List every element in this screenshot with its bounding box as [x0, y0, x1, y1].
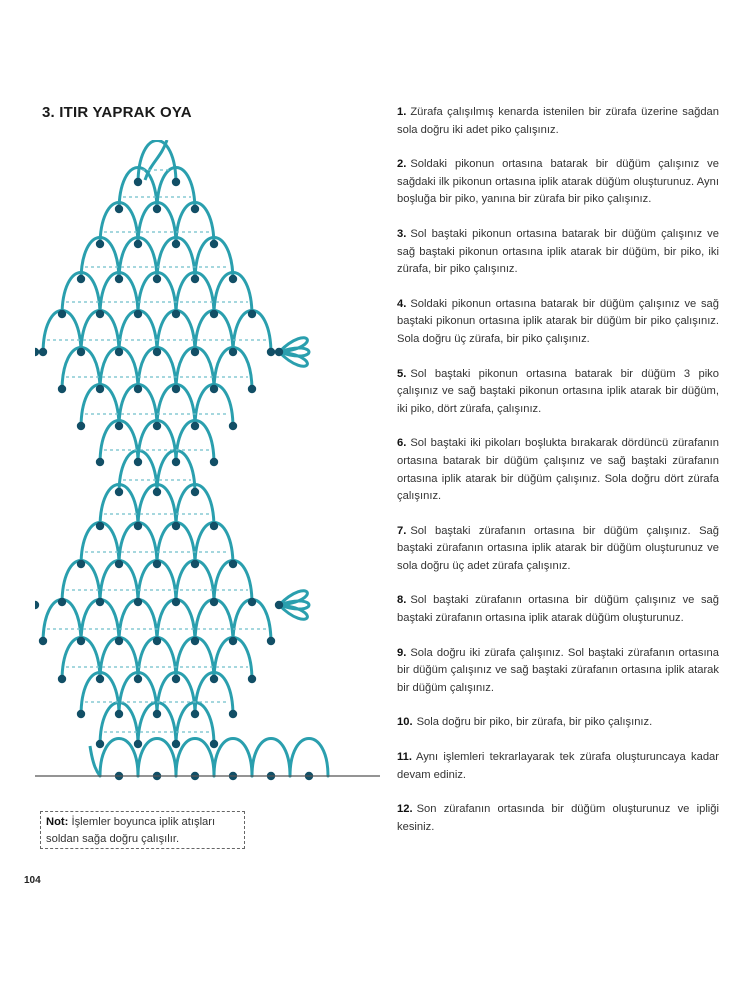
note-box — [40, 811, 245, 849]
knot-dot — [210, 740, 218, 748]
knot-dot — [191, 488, 199, 496]
step-number: 2. — [397, 158, 407, 171]
knot-dot — [153, 560, 161, 568]
step-number: 3. — [397, 227, 407, 240]
knot-dot — [210, 458, 218, 466]
step-number: 6. — [397, 437, 407, 450]
step-text: Sol baştaki zürafanın ortasına bir düğüm çalışınız ve sağ baştaki zürafanın ortasına iplik atarak düğüm oluşturunuz. — [397, 594, 719, 625]
page-number: 104 — [24, 875, 41, 886]
knot-dot — [77, 637, 85, 645]
knot-dot — [35, 348, 39, 356]
thread-loop — [100, 739, 138, 777]
knot-dot — [115, 488, 123, 496]
step-text: Aynı işlemleri tekrarlayarak tek zürafa oluşturuncaya kadar devam ediniz. — [397, 751, 719, 781]
thread-loop — [252, 739, 290, 777]
thread-loop — [176, 739, 214, 777]
leaf-picot — [279, 601, 309, 609]
knot-dot — [210, 310, 218, 318]
knot-dot — [267, 637, 275, 645]
step-number: 7. — [397, 524, 407, 537]
step-number: 4. — [397, 297, 407, 310]
knot-dot — [115, 637, 123, 645]
lace-diagram — [35, 140, 385, 785]
knot-dot — [172, 740, 180, 748]
knot-dot — [96, 740, 104, 748]
knot-dot — [58, 675, 66, 683]
step-item — [397, 104, 719, 139]
note-text: İşlemler boyunca iplik atışları soldan sağa doğru çalışılır. — [46, 816, 216, 845]
page-title: 3. ITIR YAPRAK OYA — [42, 104, 192, 121]
step-number: 12. — [397, 803, 413, 816]
knot-dot — [275, 348, 283, 356]
knot-dot — [229, 710, 237, 718]
knot-dot — [267, 348, 275, 356]
step-item — [397, 714, 719, 732]
knot-dot — [58, 598, 66, 606]
step-text: Sol baştaki iki pikoları boşlukta bırakarak dördüncü zürafanın ortasına batarak bir düğüm çalışınız ve sağ baştaki zürafanın ortasına iplik atarak bir düğüm çalışınız. Sola doğru dört zürafa çalışınız. — [397, 437, 719, 503]
knot-dot — [96, 598, 104, 606]
note-label: Not: — [46, 816, 69, 828]
knot-dot — [248, 385, 256, 393]
knot-dot — [191, 637, 199, 645]
knot-dot — [58, 385, 66, 393]
step-text: Sola doğru bir piko, bir zürafa, bir piko çalışınız. — [416, 716, 653, 729]
thread-loop — [138, 739, 176, 777]
step-list — [397, 104, 719, 853]
knot-dot — [191, 275, 199, 283]
knot-dot — [172, 598, 180, 606]
guide-lines — [47, 170, 267, 732]
step-number: 10. — [397, 716, 413, 729]
knot-dot — [96, 240, 104, 248]
step-item — [397, 592, 719, 627]
knot-dot — [153, 275, 161, 283]
knot-dot — [210, 522, 218, 530]
knot-dot — [115, 275, 123, 283]
knot-dot — [134, 178, 142, 186]
knot-dot — [229, 560, 237, 568]
step-text: Sol baştaki zürafanın ortasına bir düğüm çalışınız. Sağ baştaki zürafanın ortasına iplik atarak bir düğüm oluşturunuz ve sola doğru üç adet zürafa çalışınız. — [397, 524, 719, 572]
step-number: 5. — [397, 367, 407, 380]
knot-dot — [172, 675, 180, 683]
knot-dot — [115, 348, 123, 356]
knot-dot — [153, 488, 161, 496]
knot-dot — [210, 598, 218, 606]
knot-dot — [191, 348, 199, 356]
knot-dot — [229, 637, 237, 645]
knot-dot — [172, 178, 180, 186]
knot-dot — [229, 422, 237, 430]
knot-dot — [96, 522, 104, 530]
knot-dot — [77, 422, 85, 430]
leaf-picot — [279, 348, 309, 356]
step-item — [397, 435, 719, 505]
knot-dot — [96, 385, 104, 393]
step-item — [397, 523, 719, 576]
step-number: 11. — [397, 751, 412, 764]
step-item — [397, 366, 719, 419]
knot-markers — [35, 178, 313, 780]
knot-dot — [210, 240, 218, 248]
knot-dot — [77, 710, 85, 718]
knot-dot — [77, 275, 85, 283]
knot-dot — [210, 385, 218, 393]
knot-dot — [191, 205, 199, 213]
step-number: 1. — [397, 106, 407, 118]
knot-dot — [191, 710, 199, 718]
knot-dot — [172, 522, 180, 530]
knot-dot — [115, 710, 123, 718]
step-text: Son zürafanın ortasında bir düğüm oluşturunuz ve ipliği kesiniz. — [397, 803, 719, 833]
knot-dot — [134, 598, 142, 606]
knot-dot — [172, 458, 180, 466]
knot-dot — [153, 422, 161, 430]
step-item — [397, 749, 719, 784]
thread-loop — [138, 141, 176, 185]
step-number: 8. — [397, 594, 407, 607]
knot-dot — [229, 348, 237, 356]
knot-dot — [248, 310, 256, 318]
knot-dot — [115, 560, 123, 568]
knot-dot — [191, 560, 199, 568]
knot-dot — [275, 601, 283, 609]
step-item — [397, 645, 719, 698]
knot-dot — [77, 560, 85, 568]
step-text: Sola doğru iki zürafa çalışınız. Sol baştaki zürafanın ortasına bir düğüm çalışınız ve sağ baştaki zürafanın ortasına iplik atarak bir düğüm çalışınız. — [397, 646, 719, 694]
knot-dot — [134, 310, 142, 318]
knot-dot — [172, 385, 180, 393]
knot-dot — [134, 385, 142, 393]
knot-dot — [248, 675, 256, 683]
step-text: Sol baştaki pikonun ortasına batarak bir düğüm 3 piko çalışınız ve sağ baştaki pikonun ortasına iplik atarak bir düğüm, iki piko, dört zürafa, çalışınız. — [397, 367, 719, 415]
knot-dot — [39, 348, 47, 356]
knot-dot — [77, 348, 85, 356]
knot-dot — [153, 348, 161, 356]
step-item — [397, 156, 719, 209]
step-item — [397, 226, 719, 279]
knot-dot — [96, 675, 104, 683]
knot-dot — [210, 675, 218, 683]
knot-dot — [35, 601, 39, 609]
knot-dot — [39, 637, 47, 645]
step-text: Soldaki pikonun ortasına batarak bir düğüm çalışınız ve sağ baştaki pikonun ortasına iplik atarak bir düğüm bir piko çalışınız. Sola doğru üç zürafa, bir piko çalışınız. — [397, 297, 719, 345]
thread-loop — [290, 739, 328, 777]
knot-dot — [191, 422, 199, 430]
knot-dot — [134, 522, 142, 530]
step-text: Sol baştaki pikonun ortasına batarak bir düğüm çalışınız ve sağ baştaki pikonun ortasına iplik atarak bir düğüm, bir piko, iki zürafa, bir piko çalışınız. — [397, 227, 719, 276]
step-item — [397, 296, 719, 349]
knot-dot — [134, 240, 142, 248]
knot-dot — [115, 422, 123, 430]
step-text: Soldaki pikonun ortasına batarak bir düğüm çalışınız ve sağdaki ilk pikonun ortasına iplik atarak düğüm oluşturunuz. Aynı boşluğa bir piko, yanına bir zürafa bir piko çalışınız. — [397, 158, 719, 206]
knot-dot — [153, 205, 161, 213]
knot-dot — [172, 240, 180, 248]
knot-dot — [96, 310, 104, 318]
knot-dot — [134, 675, 142, 683]
knot-dot — [153, 710, 161, 718]
knot-dot — [134, 740, 142, 748]
knot-dot — [134, 458, 142, 466]
step-item — [397, 801, 719, 836]
thread-loop — [214, 739, 252, 777]
knot-dot — [96, 458, 104, 466]
knot-dot — [58, 310, 66, 318]
knot-dot — [115, 205, 123, 213]
thread-base-left — [90, 746, 100, 776]
step-number: 9. — [397, 646, 407, 659]
knot-dot — [229, 275, 237, 283]
knot-dot — [172, 310, 180, 318]
thread-loops — [35, 140, 328, 776]
step-text: Zürafa çalışılmış kenarda istenilen bir zürafa üzerine sağdan sola doğru iki adet piko çalışınız. — [397, 106, 719, 136]
knot-dot — [248, 598, 256, 606]
knot-dot — [153, 637, 161, 645]
